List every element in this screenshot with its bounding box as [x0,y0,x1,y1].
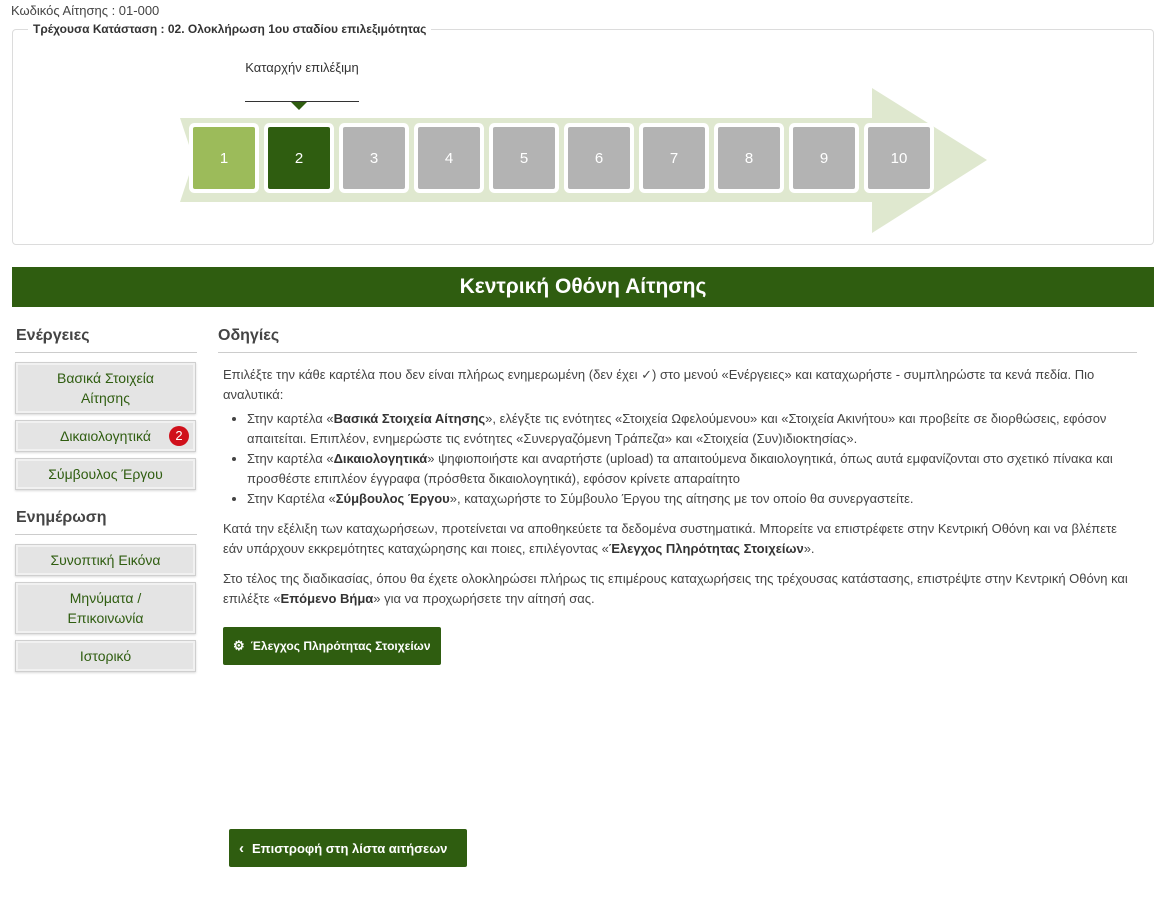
instructions-next-step-tip: Στο τέλος της διαδικασίας, όπου θα έχετε ολοκληρώσει πλήρως τις επιμέρους καταχωρήσεις της τρέχουσας κατάστασης, επιστρέψτε στην Κεντρική Οθόνη και επιλέξτε «Επόμενο Βήμα» για να προχωρήσετε την αίτησή σας. [223,571,1128,606]
divider [15,534,197,535]
current-step-tooltip: Καταρχήν επιλέξιμη [245,60,359,75]
check-completeness-button[interactable] [223,627,441,665]
step-7[interactable]: 7 [643,127,705,189]
sidebar-item-label: Μηνύματα / Επικοινωνία [67,590,144,626]
instructions-intro: Επιλέξτε την κάθε καρτέλα που δεν είναι πλήρως ενημερωμένη (δεν έχει ✓) στο μενού «Ενέργειες» και καταχωρήστε - συμπληρώστε τα κενά πεδία. Πιο αναλυτικά: [223,367,1095,402]
sidebar-item-messages[interactable] [15,582,196,634]
chevron-left-icon: ‹ [239,839,244,857]
instructions-heading: Οδηγίες [218,327,280,344]
sidebar-item-history[interactable] [15,640,196,672]
current-status: Τρέχουσα Κατάσταση : 02. Ολοκλήρωση 1ου σταδίου επιλεξιμότητας [28,22,431,36]
tooltip-caret-icon [291,102,307,110]
instructions-save-tip: Κατά την εξέλιξη των καταχωρήσεων, προτείνεται να αποθηκεύετε τα δεδομένα συστηματικά. Μπορείτε να επιστρέφετε στην Κεντρική Οθόνη και να βλέπετε εάν υπάρχουν εκκρεμότητες καταχώρησης και ποιες, επιλέγοντας «Έλεγχος Πληρότητας Στοιχείων». [223,521,1117,556]
step-1[interactable]: 1 [193,127,255,189]
step-2[interactable]: 2 [268,127,330,189]
step-5[interactable]: 5 [493,127,555,189]
list-item: • Στην καρτέλα «Δικαιολογητικά» ψηφιοποιήστε και αναρτήστε (upload) τα απαιτούμενα δικαιολογητικά, όπως αυτά εμφανίζονται στο σχετικό πίνακα και προσθέστε επιπλέον έγγραφα (πρόσθετα δικαιολογητικά), εφόσον κρίνετε απαραίτητο [247,449,1137,489]
application-code: Κωδικός Αίτησης : 01-000 [11,3,160,18]
instructions-list [247,409,1137,509]
sidebar-item-label: Ιστορικό [79,648,132,664]
progress-stepper [13,30,1155,246]
instructions-body [218,365,1137,665]
sidebar-item-label: Συνοπτική Εικόνα [50,552,161,568]
sidebar-item-basic-info[interactable] [15,362,196,414]
sidebar-item-label: Δικαιολογητικά [60,428,151,444]
check-completeness-label: Έλεγχος Πληρότητας Στοιχείων [250,639,431,653]
sidebar [15,320,197,678]
gear-icon: ⚙ [233,638,245,653]
back-to-list-button[interactable] [229,829,467,867]
status-panel [12,22,1154,245]
list-item: • Στην Καρτέλα «Σύμβουλος Έργου», καταχωρήστε το Σύμβουλο Έργου της αίτησης με τον οποίο θα συνεργαστείτε. [247,489,1137,509]
sidebar-item-project-consultant[interactable] [15,458,196,490]
step-9[interactable]: 9 [793,127,855,189]
pending-count-badge: 2 [169,426,189,446]
step-6[interactable]: 6 [568,127,630,189]
divider [15,352,197,353]
actions-heading: Ενέργειες [16,327,90,344]
instructions-panel [218,320,1137,665]
sidebar-item-label: Σύμβουλος Έργου [48,466,163,482]
list-item: • Στην καρτέλα «Βασικά Στοιχεία Αίτησης», ελέγξτε τις ενότητες «Στοιχεία Ωφελούμενου» και «Στοιχεία Ακινήτου» και προβείτε σε διορθώσεις, εφόσον απαιτείται. Επιπλέον, ενημερώστε τις ενότητες «Συνεργαζόμενη Τράπεζα» και «Στοιχεία (Συν)ιδιοκτησίας». [247,409,1137,449]
info-heading: Ενημέρωση [16,509,107,526]
page-title: Κεντρική Οθόνη Αίτησης [12,267,1154,307]
step-8[interactable]: 8 [718,127,780,189]
divider [218,352,1137,353]
sidebar-item-documents[interactable] [15,420,196,452]
step-10[interactable]: 10 [868,127,930,189]
back-to-list-label: Επιστροφή στη λίστα αιτήσεων [252,840,448,856]
sidebar-item-summary[interactable] [15,544,196,576]
step-4[interactable]: 4 [418,127,480,189]
step-3[interactable]: 3 [343,127,405,189]
sidebar-item-label: Βασικά Στοιχεία Αίτησης [56,370,154,406]
